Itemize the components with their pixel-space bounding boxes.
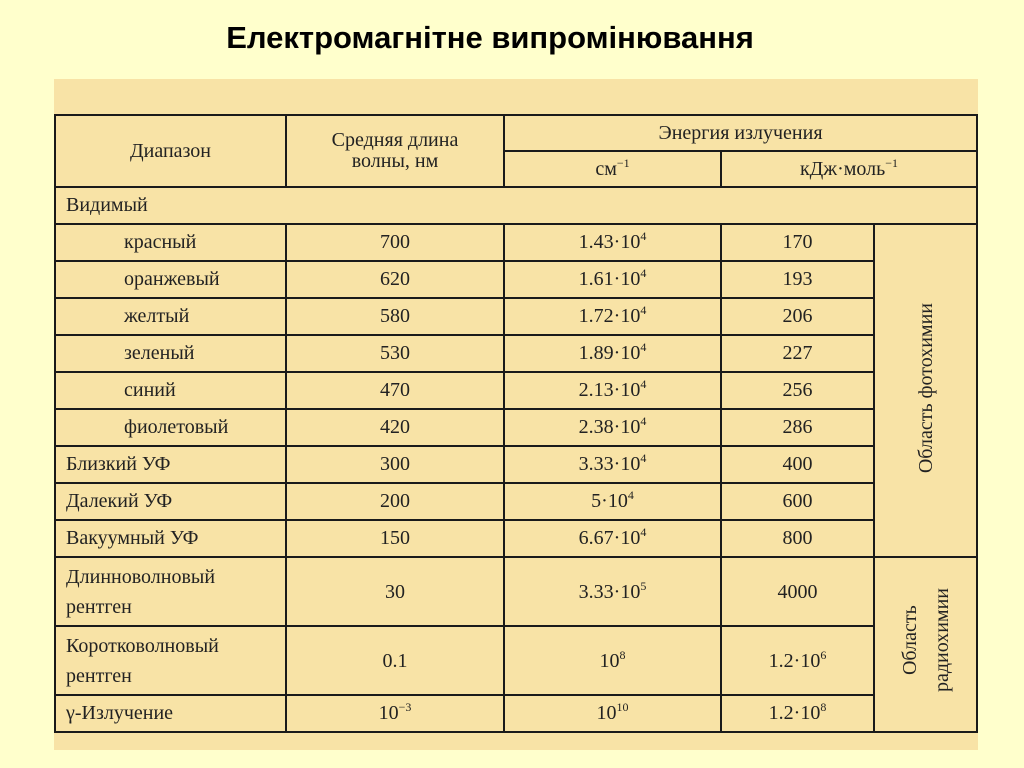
kj-base: 600 [782,490,813,512]
row-energy-cm [504,520,721,557]
row-energy-kj [721,298,874,335]
region-radiochemistry-label [894,588,958,692]
cm-exp: 4 [640,303,647,317]
header-range: Диапазон [55,115,286,187]
row-energy-kj [721,335,874,372]
row-name: оранжевый [55,261,286,298]
row-energy-kj [721,695,874,732]
row-energy-cm [504,261,721,298]
row-name: зеленый [55,335,286,372]
header-energy: Энергия излучения [504,115,977,151]
cm-exp: 4 [640,340,647,354]
row-name: желтый [55,298,286,335]
table-row [55,446,977,483]
row-name: γ-Излучение [55,695,286,732]
header-wavelength [286,115,504,187]
row-name-line2: рентген [66,595,132,618]
cm-exp: 4 [640,414,647,428]
row-wavelength: 620 [286,261,504,298]
cm-exp: 10 [616,700,629,714]
kj-base: 4000 [777,580,818,603]
table-row [55,261,977,298]
kj-exp: 6 [820,647,827,662]
cm-exp: 4 [627,488,634,502]
row-name: фиолетовый [55,409,286,446]
kj-base: 800 [782,527,813,549]
row-energy-kj [721,224,874,261]
region-radiochemistry-line1: Область [898,605,921,675]
header-wavelength-line2: волны, нм [351,150,439,172]
kj-exp: 8 [820,700,827,714]
region-radiochemistry [874,557,977,732]
row-name [55,557,286,626]
table-row [55,409,977,446]
table-row [55,520,977,557]
kj-base: 1.2·10 [768,702,821,724]
row-name-line1: Длинноволновый [66,565,216,588]
cm-base: 10 [599,649,620,672]
kj-base: 256 [782,379,813,401]
row-energy-kj [721,626,874,695]
row-energy-kj [721,372,874,409]
region-photochemistry-label: Область фотохимии [914,302,937,474]
table-row [55,483,977,520]
header-cm [504,151,721,187]
table-row [55,372,977,409]
cm-exp: 8 [619,647,626,662]
kj-base: 193 [782,268,813,290]
cm-base: 2.13·10 [578,379,641,401]
row-energy-cm [504,298,721,335]
cm-base: 10 [596,702,617,724]
table-row [55,557,977,626]
row-name: синий [55,372,286,409]
cm-exp: 4 [640,451,647,465]
row-energy-cm [504,446,721,483]
row-wavelength: 530 [286,335,504,372]
cm-base: 1.89·10 [578,342,641,364]
row-wavelength: 300 [286,446,504,483]
row-energy-kj [721,483,874,520]
row-energy-kj [721,261,874,298]
cm-exp: 4 [640,266,647,280]
table-row [55,335,977,372]
row-wavelength: 30 [286,557,504,626]
table-row [55,626,977,695]
kj-base: 227 [782,342,813,364]
region-photochemistry [874,224,977,557]
section-row-visible [55,187,977,224]
header-cm-exp: −1 [616,155,630,170]
row-energy-kj [721,409,874,446]
row-energy-cm [504,372,721,409]
row-wavelength [286,695,504,732]
cm-base: 3.33·10 [578,453,641,475]
header-row-1 [55,115,977,151]
table-row [55,695,977,732]
kj-base: 206 [782,305,813,327]
row-energy-cm [504,483,721,520]
row-energy-cm [504,626,721,695]
header-kj [721,151,977,187]
row-energy-cm [504,695,721,732]
radiation-table [54,114,978,733]
kj-base: 1.2·10 [768,649,821,672]
cm-base: 1.43·10 [578,231,641,253]
cm-base: 1.72·10 [578,305,641,327]
row-energy-kj [721,520,874,557]
row-energy-cm [504,557,721,626]
header-kj-base: кДж·моль [799,157,886,180]
row-wavelength: 580 [286,298,504,335]
row-wavelength: 0.1 [286,626,504,695]
header-kj-exp: −1 [885,155,899,170]
table-row [55,298,977,335]
kj-base: 286 [782,416,813,438]
cm-base: 3.33·10 [578,580,641,603]
cm-base: 2.38·10 [578,416,641,438]
row-wavelength: 470 [286,372,504,409]
header-cm-base: см [595,157,617,180]
row-energy-cm [504,335,721,372]
row-name-line1: Коротковолновый [66,634,219,657]
row-energy-cm [504,409,721,446]
table-row [55,224,977,261]
row-name-line2: рентген [66,664,132,687]
kj-base: 170 [782,231,813,253]
cm-base: 1.61·10 [578,268,641,290]
section-visible-label: Видимый [55,187,977,224]
cm-exp: 4 [640,525,647,539]
row-wavelength: 150 [286,520,504,557]
cm-exp: 4 [640,377,647,391]
header-wavelength-line1: Средняя длина [331,129,459,151]
cm-base: 5·10 [591,490,628,512]
row-name: красный [55,224,286,261]
wl-base: 10 [378,702,399,724]
wl-exp: −3 [398,700,412,714]
slide-title: Електромагнітне випромінювання [226,20,754,55]
row-wavelength: 700 [286,224,504,261]
kj-base: 400 [782,453,813,475]
row-wavelength: 200 [286,483,504,520]
row-energy-kj [721,557,874,626]
row-name: Далекий УФ [55,483,286,520]
row-energy-cm [504,224,721,261]
row-wavelength: 420 [286,409,504,446]
cm-base: 6.67·10 [578,527,641,549]
row-energy-kj [721,446,874,483]
region-radiochemistry-line2: радиохимии [930,587,953,693]
row-name: Близкий УФ [55,446,286,483]
cm-exp: 5 [640,578,647,593]
row-name: Вакуумный УФ [55,520,286,557]
cm-exp: 4 [640,229,647,243]
row-name [55,626,286,695]
